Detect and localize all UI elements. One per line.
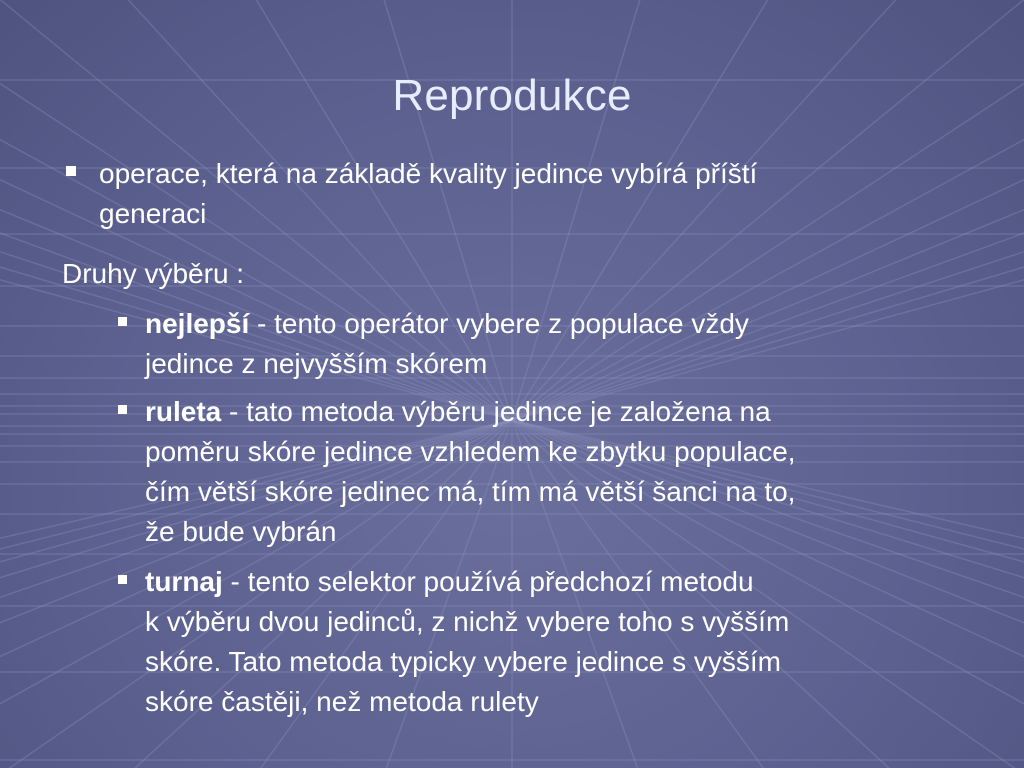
- intro-line-2: generaci: [99, 198, 207, 229]
- item-line: skóre. Tato metoda typicky vybere jedince s vyšším: [145, 646, 781, 677]
- square-bullet-icon: [118, 575, 127, 584]
- item-term: turnaj: [145, 566, 223, 597]
- square-bullet-icon: [118, 405, 127, 414]
- item-separator: -: [249, 308, 275, 339]
- square-bullet-icon: [66, 166, 76, 176]
- square-bullet-icon: [118, 317, 127, 326]
- item-line: tento operátor vybere z populace vždy: [274, 308, 749, 339]
- item-line: jedince z nejvyšším skórem: [145, 348, 488, 379]
- intro-line-1: operace, která na základě kvality jedince vybírá příští: [99, 158, 758, 189]
- item-line: skóre častěji, než metoda rulety: [145, 686, 539, 717]
- item-line: čím větší skóre jedinec má, tím má větší šanci na to,: [145, 476, 796, 507]
- list-item-ruleta: [145, 392, 965, 552]
- list-item-nejlepsi: [145, 304, 965, 384]
- item-term: nejlepší: [145, 308, 250, 339]
- list-item-turnaj: [145, 562, 965, 722]
- item-line: tento selektor používá předchozí metodu: [247, 566, 754, 597]
- item-separator: -: [221, 396, 247, 427]
- slide-title: Reprodukce: [392, 71, 632, 120]
- item-line: tato metoda výběru jedince je založena na: [246, 396, 771, 427]
- item-line: že bude vybrán: [145, 516, 337, 547]
- intro-bullet-text: [99, 154, 959, 234]
- section-label: Druhy výběru :: [62, 258, 245, 289]
- item-separator: -: [222, 566, 248, 597]
- item-line: k výběru dvou jedinců, z nichž vybere toho s vyšším: [145, 606, 790, 637]
- item-term: ruleta: [145, 396, 222, 427]
- item-line: poměru skóre jedince vzhledem ke zbytku populace,: [145, 436, 796, 467]
